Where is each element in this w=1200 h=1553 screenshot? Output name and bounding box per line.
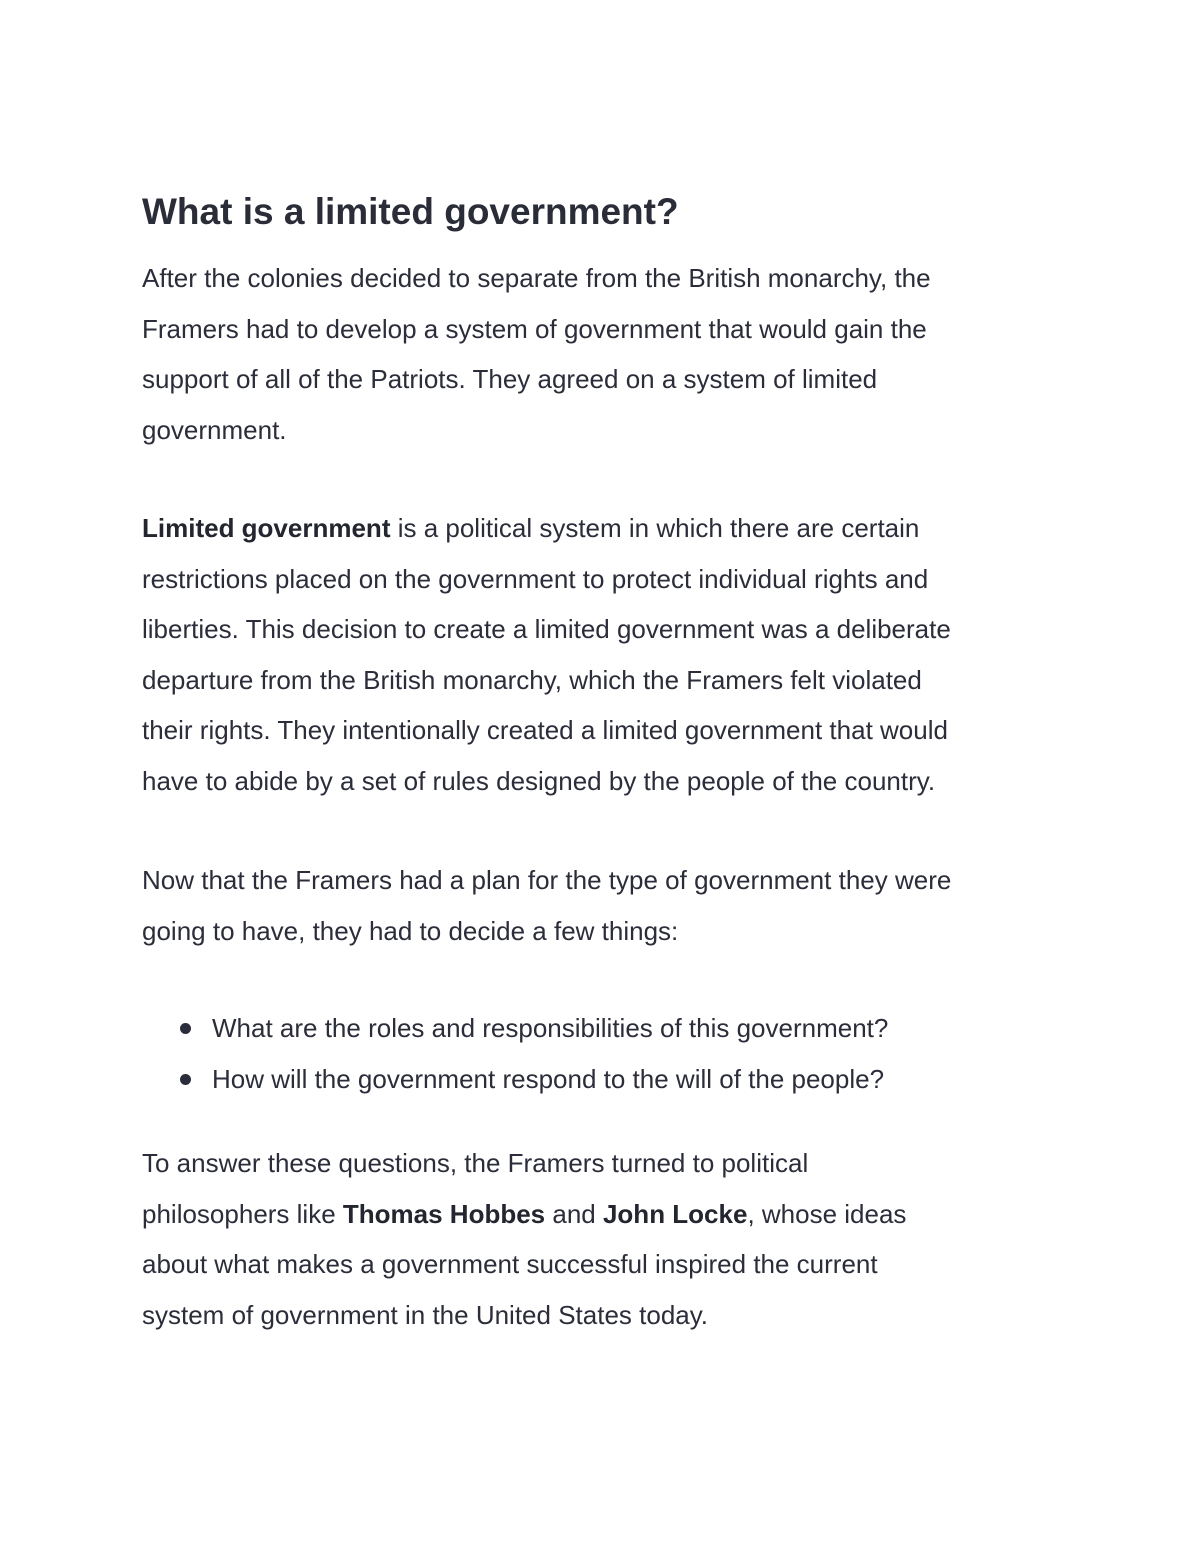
paragraph-philosophers	[142, 1138, 906, 1340]
text-line: government.	[142, 414, 287, 445]
text-line: about what makes a government successful inspired the current	[142, 1249, 878, 1280]
text-fragment: , whose ideas	[747, 1198, 907, 1229]
paragraph-decisions	[142, 855, 951, 956]
text-line: system of government in the United States today.	[142, 1299, 709, 1330]
paragraph-definition	[142, 503, 951, 807]
text-line: departure from the British monarchy, which the Framers felt violated	[142, 664, 922, 695]
bullet-icon	[180, 1023, 191, 1034]
text-fragment: philosophers like	[142, 1198, 343, 1229]
text-line: To answer these questions, the Framers turned to political	[142, 1148, 809, 1178]
name-thomas-hobbes: Thomas Hobbes	[342, 1198, 546, 1229]
list-item-text: How will the government respond to the will of the people?	[212, 1063, 885, 1094]
text-fragment: and	[545, 1198, 603, 1229]
list-item	[142, 1003, 888, 1054]
text-line: Framers had to develop a system of government that would gain the	[142, 313, 927, 344]
text-line: liberties. This decision to create a limited government was a deliberate	[142, 614, 951, 645]
text-line	[142, 503, 951, 554]
text-line: their rights. They intentionally created a limited government that would	[142, 715, 948, 746]
bullet-icon	[180, 1074, 191, 1085]
text-line: Now that the Framers had a plan for the type of government they were	[142, 865, 952, 895]
term-limited-government: Limited government	[142, 513, 391, 543]
text-fragment: is a political system in which there are certain	[390, 513, 920, 543]
name-john-locke: John Locke	[602, 1198, 748, 1229]
text-line: After the colonies decided to separate from the British monarchy, the	[142, 263, 931, 293]
text-line: going to have, they had to decide a few things:	[142, 915, 679, 946]
text-line: have to abide by a set of rules designed by the people of the country.	[142, 765, 936, 796]
question-list	[142, 1003, 888, 1104]
text-line	[142, 1189, 906, 1240]
list-item-text: What are the roles and responsibilities of this government?	[212, 1013, 889, 1043]
text-line: restrictions placed on the government to protect individual rights and	[142, 563, 929, 594]
list-item	[142, 1054, 888, 1105]
text-line: support of all of the Patriots. They agreed on a system of limited	[142, 364, 878, 395]
paragraph-intro	[142, 253, 931, 455]
page-title: What is a limited government?	[142, 191, 679, 232]
